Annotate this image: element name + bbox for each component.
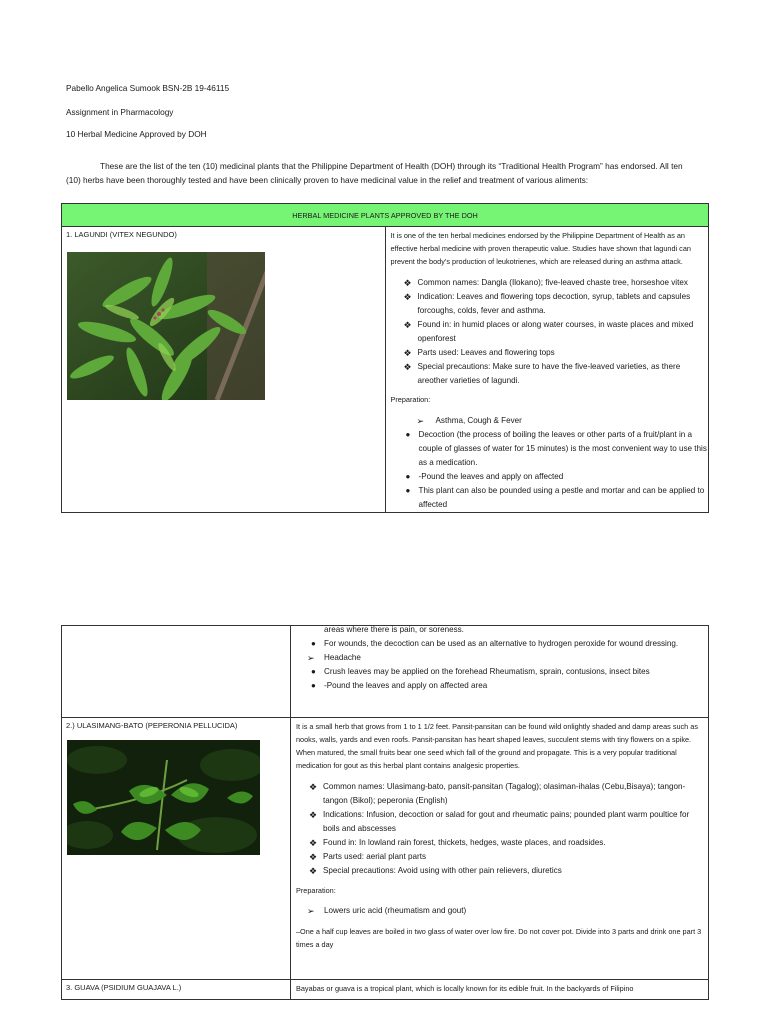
plant1-details-cell (385, 227, 709, 513)
plant3-description: Bayabas or guava is a tropical plant, which is locally known for its edible fruit. In the backyards of Filipino (296, 984, 634, 993)
list-item: ● For wounds, the decoction can be used as an alternative to hydrogen peroxide for wound dressing. (291, 637, 708, 651)
round-bullet-icon: ● (311, 667, 316, 676)
diamond-bullet-icon: ❖ (403, 278, 412, 288)
list-item: ❖ Indications: Infusion, decoction or salad for gout and rheumatic pains; pounded plant warm poultice for boils and abscesses (309, 810, 690, 833)
plant2-preparation-label: Preparation: (296, 886, 336, 895)
round-bullet-icon: ● (405, 472, 411, 482)
list-item: ❖ Parts used: aerial plant parts (309, 852, 427, 862)
list-item: ❖ Common names: Dangla (Ilokano); five-leaved chaste tree, horseshoe vitex (403, 278, 688, 288)
author-line: Pabello Angelica Sumook BSN-2B 19-46115 (66, 83, 230, 93)
plant3-name: 3. GUAVA (PSIDIUM GUAJAVA L.) (66, 983, 182, 992)
lagundi-photo (67, 252, 265, 400)
list-item: ❖ Common names: Ulasimang-bato, pansit-pansitan (Tagalog); olasiman-ihalas (Cebu,Bisaya); tangon-tangon (Bikol); peperonia (English) (309, 782, 686, 805)
list-item: ❖ Special precautions: Make sure to have the five-leaved varieties, as there areother varieties of lagundi. (403, 362, 681, 385)
plant3-name-cell (62, 980, 291, 1000)
round-bullet-icon: ● (311, 681, 316, 690)
plant2-preparation-text: –One a half cup leaves are boiled in two glass of water over low fire. Do not cover pot. Divide into 3 parts and drink one part 3 times a day (296, 927, 702, 950)
list-item: ❖ Found in: In lowland rain forest, thickets, hedges, waste places, and roadsides. (309, 838, 606, 848)
diamond-bullet-icon: ❖ (403, 362, 412, 372)
list-item: ❖ Indication: Leaves and flowering tops decoction, syrup, tablets and capsules forcoughs, colds, fever and asthma. (403, 292, 691, 315)
intro-paragraph: These are the list of the ten (10) medicinal plants that the Philippine Department of Health (DOH) through its “Traditional Health Program” has endorsed. All ten (10) herbs have been thoroughly tested and have been clinically proven to have medicinal value in the relief and treatment of various aliments: (66, 161, 683, 186)
plant1-continued-name-cell (62, 626, 291, 718)
list-item: ● -Pound the leaves and apply on affected area (291, 679, 708, 693)
diamond-bullet-icon: ❖ (309, 852, 318, 862)
list-item: ● Decoction (the process of boiling the leaves or other parts of a fruit/plant in a couple of glasses of water for 15 minutes) is the most convenient way to use this as a medication. (405, 430, 707, 468)
list-item: areas where there is pain, or soreness. (324, 625, 464, 634)
plant2-description: It is a small herb that grows from 1 to 1 1/2 feet. Pansit-pansitan can be found wild onlightly shaded and damp areas such as nooks, walls, yards and even roofs. Pansit-pansitan has heart shaped leaves, succulent stems with tiny flowers on a spike. When matured, the small fruits bear one seed which fall of the ground and propagate. This is a very popular traditional medication for gout as this herbal plant contains analgesic properties. (296, 722, 698, 770)
ulasimang-bato-photo (67, 740, 260, 855)
diamond-bullet-icon: ❖ (309, 810, 318, 820)
plant1-name-cell (62, 227, 386, 513)
plant1-name: 1. LAGUNDI (VITEX NEGUNDO) (66, 230, 177, 239)
plant2-facts (291, 780, 708, 878)
plant2-name-cell (62, 718, 291, 980)
list-item: ❖ Special precautions: Avoid using with other pain relievers, diuretics (309, 866, 562, 876)
round-bullet-icon: ● (311, 639, 316, 648)
list-item: ❖ Found in: in humid places or along water courses, in waste places and mixed openforest (403, 320, 694, 343)
diamond-bullet-icon: ❖ (403, 320, 412, 330)
plant1-use2-steps (291, 665, 708, 693)
plant1-preparation-label: Preparation: (390, 395, 431, 404)
plant1-facts (386, 276, 709, 388)
plant1-continued-cell (291, 626, 709, 718)
plant3-details-cell (291, 980, 709, 1000)
arrow-bullet-icon: ➢ (307, 906, 315, 917)
arrow-bullet-icon: ➢ (307, 653, 315, 663)
plant2-name: 2.) ULASIMANG-BATO (PEPERONIA PELLUCIDA) (66, 721, 238, 730)
plant1-continued-list (291, 623, 708, 651)
round-bullet-icon: ● (405, 430, 411, 440)
list-item: ● This plant can also be pounded using a pestle and mortar and can be applied to affected (405, 486, 705, 510)
round-bullet-icon: ● (405, 486, 411, 496)
herbal-table-part-1 (61, 203, 709, 513)
diamond-bullet-icon: ❖ (309, 782, 318, 792)
assignment-line: Assignment in Pharmacology (66, 107, 174, 117)
diamond-bullet-icon: ❖ (309, 866, 318, 876)
list-item: ● -Pound the leaves and apply on affected (386, 470, 709, 484)
plant1-use2 (291, 651, 708, 665)
herbal-table-part-2 (61, 625, 709, 1000)
arrow-bullet-icon: ➢ (416, 416, 425, 427)
plant1-prep-steps (386, 428, 709, 512)
plant2-use1 (291, 904, 708, 918)
list-item: ➢ Asthma, Cough & Fever (416, 416, 522, 427)
list-item: ➢ Headache (307, 653, 361, 663)
list-item: ● Crush leaves may be applied on the forehead Rheumatism, sprain, contusions, insect bites (291, 665, 708, 679)
table-title: HERBAL MEDICINE PLANTS APPROVED BY THE DOH (62, 204, 709, 227)
list-item: ❖ Parts used: Leaves and flowering tops (403, 348, 555, 358)
diamond-bullet-icon: ❖ (309, 838, 318, 848)
plant2-details-cell (291, 718, 709, 980)
plant1-use1 (386, 414, 709, 428)
plant1-description: It is one of the ten herbal medicines endorsed by the Philippine Department of Health as an effective herbal medicine with proven therapeutic value. Studies have shown that lagundi can prevent the body’s production of leukotrienes, which are released during an asthma attack. (390, 231, 691, 266)
topic-line: 10 Herbal Medicine Approved by DOH (66, 129, 207, 139)
diamond-bullet-icon: ❖ (403, 348, 412, 358)
list-item: ➢ Lowers uric acid (rheumatism and gout) (307, 906, 467, 917)
diamond-bullet-icon: ❖ (403, 292, 412, 302)
